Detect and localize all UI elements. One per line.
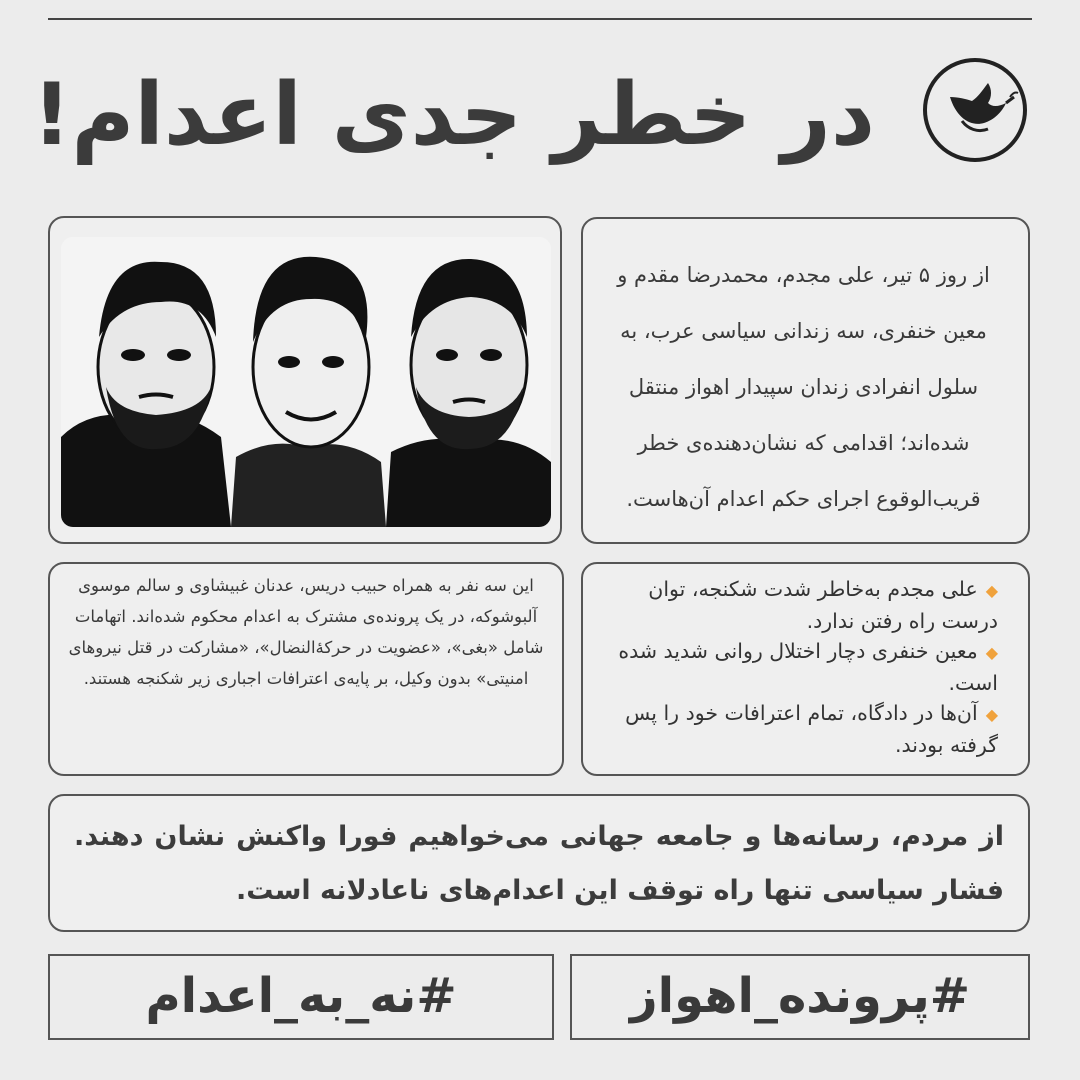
top-rule — [48, 18, 1032, 20]
facts-box — [581, 562, 1030, 776]
fact-text: علی مجدم به‌خاطر شدت شکنجه، توان درست راه رفتن ندارد. — [648, 577, 998, 633]
page-title: در خطر جدی اعدام! — [32, 65, 875, 165]
charges-text: این سه نفر به همراه حبیب دریس، عدنان غبیشاوی و سالم موسوی آلبوشوکه، در یک پرونده‌ی مشترک به اعدام محکوم شده‌اند. اتهامات شامل «بغی»، «عضویت در حرکهٔ‌النضال»، «مشارکت در قتل نیروهای امنیتی» بدون وکیل، بر پایه‌ی اعترافات اجباری زیر شکنجه هستند. — [68, 576, 544, 688]
list-item — [603, 636, 998, 698]
intro-text: از روز ۵ تیر، علی مجدم، محمدرضا مقدم و معین خنفری، سه زندانی سیاسی عرب، به سلول انفرادی زندان سپیدار اهواز منتقل شده‌اند؛ اقدامی که نشان‌دهنده‌ی خطر قریب‌الوقوع اجرای حکم اعدام آن‌هاست. — [617, 263, 990, 511]
prisoners-photo — [61, 237, 551, 527]
fact-text: آن‌ها در دادگاه، تمام اعترافات خود را پس گرفته بودند. — [625, 701, 998, 757]
diamond-bullet-icon: ◆ — [985, 705, 998, 724]
list-item — [603, 698, 998, 760]
list-item — [603, 574, 998, 636]
appeal-text: از مردم، رسانه‌ها و جامعه جهانی می‌خواهیم فورا واکنش نشان دهند. فشار سیاسی تنها راه توقف این اعدام‌های ناعادلانه است. — [74, 821, 1004, 906]
diamond-bullet-icon: ◆ — [985, 581, 998, 600]
diamond-bullet-icon: ◆ — [985, 643, 998, 662]
dove-icon — [922, 57, 1028, 163]
fact-text: معین خنفری دچار اختلال روانی شدید شده است. — [618, 639, 998, 695]
photo-frame — [48, 216, 562, 544]
facts-list — [583, 564, 1028, 760]
appeal-box — [48, 794, 1030, 932]
hashtag-no-execution: #نه_به_اعدام — [48, 954, 554, 1040]
intro-box — [581, 217, 1030, 544]
charges-box — [48, 562, 564, 776]
hashtag-ahvaz-case: #پرونده_اهواز — [570, 954, 1030, 1040]
